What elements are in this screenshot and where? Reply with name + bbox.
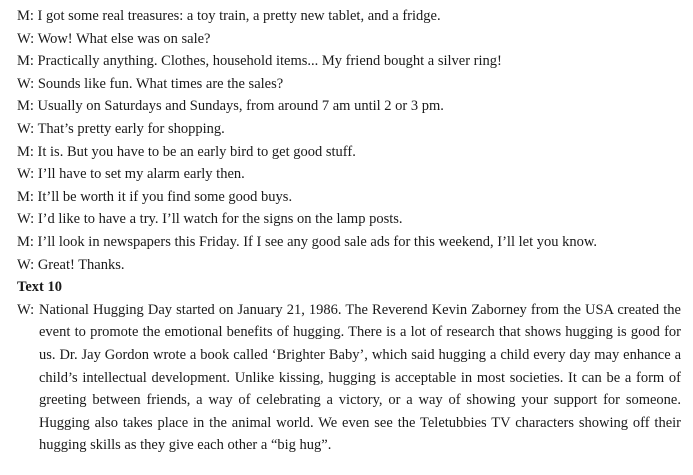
speaker-label: W: bbox=[17, 256, 35, 273]
dialogue-text: Usually on Saturdays and Sundays, from around 7 am until 2 or 3 pm. bbox=[37, 98, 444, 115]
transcript-page bbox=[17, 5, 681, 457]
dialogue-text: I’d like to have a try. I’ll watch for the signs on the lamp posts. bbox=[37, 211, 403, 228]
dialogue-line bbox=[17, 231, 681, 254]
speaker-label: M: bbox=[17, 233, 34, 250]
dialogue-text: It is. But you have to be an early bird to get good stuff. bbox=[37, 143, 356, 160]
dialogue-text: It’ll be worth it if you find some good buys. bbox=[37, 188, 293, 205]
speaker-label: M: bbox=[17, 8, 34, 24]
dialogue-line bbox=[17, 254, 681, 277]
speaker-label: W: bbox=[17, 211, 35, 228]
dialogue-line bbox=[17, 208, 681, 231]
dialogue-line bbox=[17, 50, 681, 73]
speaker-label: W: bbox=[17, 301, 35, 318]
dialogue-line bbox=[17, 5, 681, 28]
speaker-label: W: bbox=[17, 120, 35, 137]
dialogue-text: I’ll have to set my alarm early then. bbox=[37, 166, 245, 183]
speaker-label: M: bbox=[17, 53, 34, 70]
dialogue-line bbox=[17, 163, 681, 186]
speaker-label: W: bbox=[17, 166, 35, 183]
section-heading: Text 10 bbox=[17, 279, 62, 296]
dialogue-text: That’s pretty early for shopping. bbox=[37, 120, 225, 137]
dialogue-text: Great! Thanks. bbox=[37, 256, 125, 273]
dialogue-text: Practically anything. Clothes, household items... My friend bought a silver ring! bbox=[37, 53, 502, 70]
dialogue-text: I got some real treasures: a toy train, a pretty new tablet, and a fridge. bbox=[37, 8, 441, 24]
dialogue-line bbox=[17, 141, 681, 164]
dialogue-text: Sounds like fun. What times are the sales? bbox=[37, 75, 284, 92]
speaker-label: W: bbox=[17, 30, 35, 47]
monologue-paragraph bbox=[17, 299, 681, 457]
dialogue-line bbox=[17, 186, 681, 209]
speaker-label: M: bbox=[17, 188, 34, 205]
speaker-label: W: bbox=[17, 75, 35, 92]
speaker-label: M: bbox=[17, 98, 34, 115]
dialogue-line bbox=[17, 73, 681, 96]
speaker-label: M: bbox=[17, 143, 34, 160]
dialogue-line bbox=[17, 118, 681, 141]
dialogue-text: I’ll look in newspapers this Friday. If I see any good sale ads for this weekend, I’ll let you know. bbox=[37, 233, 598, 250]
dialogue-line bbox=[17, 28, 681, 51]
monologue-text: National Hugging Day started on January 21, 1986. The Reverend Kevin Zaborney from the USA created the event to promote the emotional benefits of hugging. There is a lot of research that shows hugging is good for us. Dr. Jay Gordon wrote a book called ‘Brighter Baby’, which said hugging a child every day may enhance a child’s intellectual development. Unlike kissing, hugging is acceptable in most societies. It can be a form of greeting between friends, a way of celebrating a victory, or a way of showing your support for someone. Hugging also takes place in the animal world. We even see the Teletubbies TV characters showing off their hugging skills as they give each other a “big hug”. bbox=[39, 301, 681, 454]
dialogue-text: Wow! What else was on sale? bbox=[37, 30, 211, 47]
dialogue-line bbox=[17, 95, 681, 118]
